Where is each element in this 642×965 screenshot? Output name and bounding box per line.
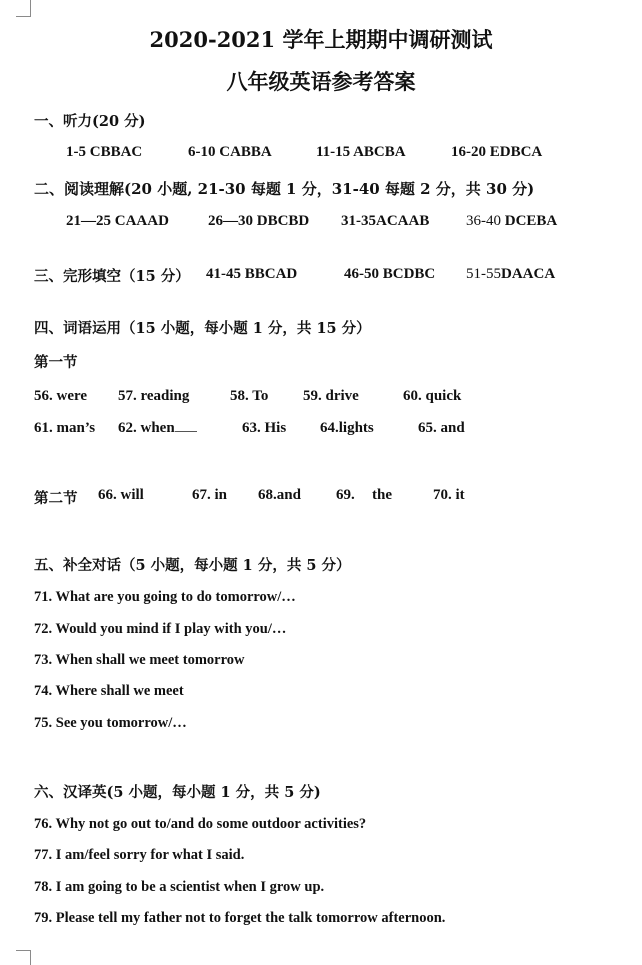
translation-item: 76. Why not go out to/and do some outdoor activities? [34, 816, 367, 832]
vocab-answer: 63. His [242, 420, 287, 436]
translation-item: 78. I am going to be a scientist when I grow up. [34, 879, 325, 895]
section-vocabulary-heading: 四、词语运用（15 小题，每小题 1 分，共 15 分） [34, 320, 371, 337]
vocab-answer: 66. will [98, 487, 144, 503]
crop-mark-top [30, 0, 31, 16]
blank-underline [175, 430, 197, 432]
section-reading-heading: 二、阅读理解(20 小题, 21-30 每题 1 分，31-40 每题 2 分，共 30 分) [34, 180, 535, 198]
listening-answer: 6-10 CABBA [188, 144, 272, 160]
dialogue-item: 71. What are you going to do tomorrow/… [34, 589, 296, 605]
section-dialogue-heading: 五、补全对话（5 小题，每小题 1 分，共 5 分） [34, 557, 351, 574]
vocab-answer: 70. it [433, 487, 465, 503]
dialogue-item: 75. See you tomorrow/… [34, 715, 187, 731]
cloze-answer: 41-45 BBCAD [206, 266, 298, 282]
translation-item: 79. Please tell my father not to forget the talk tomorrow afternoon. [34, 910, 446, 926]
vocab-answer: 65. and [418, 420, 465, 436]
vocab-answer-when [118, 420, 197, 437]
vocab-answer: 64.lights [320, 420, 374, 436]
translation-item: 77. I am/feel sorry for what I said. [34, 847, 245, 863]
reading-answer: 26—30 DBCBD [208, 213, 310, 229]
section-translation-heading: 六、汉译英(5 小题，每小题 1 分，共 5 分) [34, 784, 321, 801]
vocab-answer: 59. drive [303, 388, 359, 404]
part1-label: 第一节 [34, 354, 78, 371]
crop-mark-bottom-h [16, 950, 31, 951]
page-title: 2020-2021 学年上期期中调研测试 [149, 27, 493, 52]
dialogue-item: 74. Where shall we meet [34, 683, 184, 699]
vocab-answer: 61. man’s [34, 420, 96, 436]
listening-answer: 16-20 EDBCA [451, 144, 543, 160]
dialogue-item: 72. Would you mind if I play with you/… [34, 621, 287, 637]
reading-last-value: DCEBA [504, 213, 558, 229]
section-listening-heading: 一、听力(20 分) [34, 113, 146, 130]
crop-mark-top-h [16, 16, 31, 17]
reading-answer: 31-35ACAAB [341, 213, 430, 229]
page-subtitle: 八年级英语参考答案 [226, 69, 416, 94]
dialogue-item: 73. When shall we meet tomorrow [34, 652, 245, 668]
vocab-answer: 60. quick [403, 388, 462, 404]
vocab-answer: 67. in [192, 487, 228, 503]
vocab-when-text: 62. when [118, 420, 175, 436]
vocab-answer: the [372, 487, 392, 503]
crop-mark-bottom [30, 950, 31, 965]
cloze-last-value: DAACA [501, 266, 556, 282]
section-cloze-heading: 三、完形填空（15 分） [34, 268, 190, 285]
cloze-answer: 46-50 BCDBC [344, 266, 436, 282]
cloze-last-prefix: 51-55 [466, 266, 501, 282]
reading-answer-last [466, 213, 557, 230]
vocab-answer: 58. To [230, 388, 269, 404]
cloze-answer-last [466, 266, 555, 283]
reading-last-prefix: 36-40 [466, 213, 505, 229]
part2-label: 第二节 [34, 490, 78, 507]
vocab-answer: 68.and [258, 487, 301, 503]
vocab-answer: 57. reading [118, 388, 190, 404]
vocab-answer: 56. were [34, 388, 88, 404]
listening-answer: 1-5 CBBAC [66, 144, 143, 160]
listening-answer: 11-15 ABCBA [316, 144, 406, 160]
reading-answer: 21—25 CAAAD [66, 213, 169, 229]
vocab-answer: 69. [336, 487, 355, 503]
